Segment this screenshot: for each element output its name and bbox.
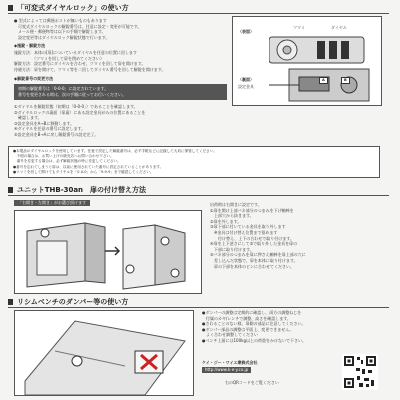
caution-box	[8, 146, 380, 178]
position-a-tag: A	[319, 77, 328, 84]
door-swap-diagram	[14, 210, 202, 294]
front-label: （表面）	[238, 29, 254, 34]
bench-illustration	[15, 311, 193, 395]
cabinet-illustration	[15, 211, 201, 293]
front-lock-icon	[269, 33, 369, 67]
bench-damper-section-title: リシムベンチのダンパー等の使い方	[8, 298, 389, 308]
bench-damper-diagram	[14, 310, 194, 396]
code-change-steps: ①ダイヤルを解錠状態（初期は「0-0-0」）であることを確認します。 ②ダイヤルロックの裏面（扉裏）にある設定金具がみの位置にあることを 確認します。 ③設定金具をA→Bに移動します。 ④ダイヤルを任意の番号に設定します。 ⑤設定金具をB→Aに戻し解錠番号の設定完了。	[14, 104, 146, 137]
dial-label: ダイヤル	[331, 25, 347, 30]
knob-label: ツマミ	[293, 25, 305, 30]
lock-method-subhead: ◆施錠・解錠方法	[14, 43, 46, 48]
back-lock-icon	[269, 67, 377, 105]
setting-part-label: 設定金具	[238, 84, 254, 89]
initial-code-notice: 初期の解錠番号は「0-0-0」に設定されています。 番号を変更される時は、次の手順に従ってお行いください。	[14, 84, 227, 100]
back-label: （裏面）	[238, 77, 254, 82]
door-swap-steps: 出荷時は右開きに設定です。 ①扉を開け上部バネ部分のつまみを下げ軸棒を 上部穴から抜きます。 ②扉を外します。 ③扉下部に付いている金具を取り外します ※金具は付け替え位置まで留めます 付け替え、上下の合わせで取り付けます。 ④扉を上下逆さにして③で取り外した金具を扉の 下部に取り付けます。 ⑤バネ部分のつまみを扉に押さえ軸棒を扉上部の穴に 差し込んだ状態で、扉を本体に取り付けます。 扉の下部を本体のピンに合わせてください。	[210, 202, 306, 269]
dial-lock-section-title: 「可変式ダイヤルロック」の使い方	[8, 4, 389, 14]
caution-text: ●本製品のダイヤルロックを使用しています。任意で設定した解錠番号は、必ず手帳などに記録して大切に保管してください。 不明の場合は、お買い上げの販売店へお問い合わせ下さい。 番号を変更する場合は、必ず解錠状態の時に変更してください。	[13, 149, 217, 163]
change-code-subhead: ◆解錠番号の変更方法	[14, 76, 54, 81]
caution-text-2: ●番号を忘れてしまうと扉は、以前に使用されていた番号に設定されていることがあります。 ●ツマミを回して開けてもダイヤルを「0-0-0」から「9-9-9」まで確認してください。	[13, 165, 164, 174]
dial-lock-intro: ● 型式によっては郵便ポストが無いものもあります 可変式ダイヤルロックの解錠番号は、任意に設定・変更が可能です。 メール便・郵便物等は以下の手順で解錠します。 設定変更等はダイヤルロック解錠状態で行います。	[14, 18, 142, 40]
lock-method-text: 施錠方法：本体の[扉]についているダイヤルを任意の位置に回します （ツマミを回して扉を閉めてください） 解錠方法：設定番号にダイヤルを合わせ、ツマミを回して扉を開けます。 待避方法：扉を開けて、ツマミ等を二回してダイヤル番号を回して解錠を開けます。	[14, 50, 166, 72]
position-b-tag: B	[341, 77, 350, 84]
company-name: ケイ・ジー・ワイエ業株式会社	[202, 360, 258, 365]
qr-caption: 右のQRコードをご覧ください	[225, 380, 279, 385]
bench-damper-text: ●ダンパーの調整は定期的に確認し、両方の調整ねじを 付属のカギ/レンチで調整、高さを確認します。 ●さわることのない様、扉側の部品に注意してください。 ●ダンパー部品の調整は平面上、変更できません。 よく合わせ調整してください ●ベンチ上面には100kg以上の荷重をかけないで下さい。	[202, 310, 306, 343]
company-url-link[interactable]: http://www.k-e-y.co.jp	[202, 367, 251, 373]
door-swap-section-title: ユニットTHB-30an 扉の付け替え方法	[8, 186, 389, 196]
qr-code-icon	[342, 354, 378, 390]
door-swap-subhead: 「右開き・左開き」がお選び頂けます	[14, 200, 90, 206]
dial-lock-diagram	[232, 16, 382, 106]
